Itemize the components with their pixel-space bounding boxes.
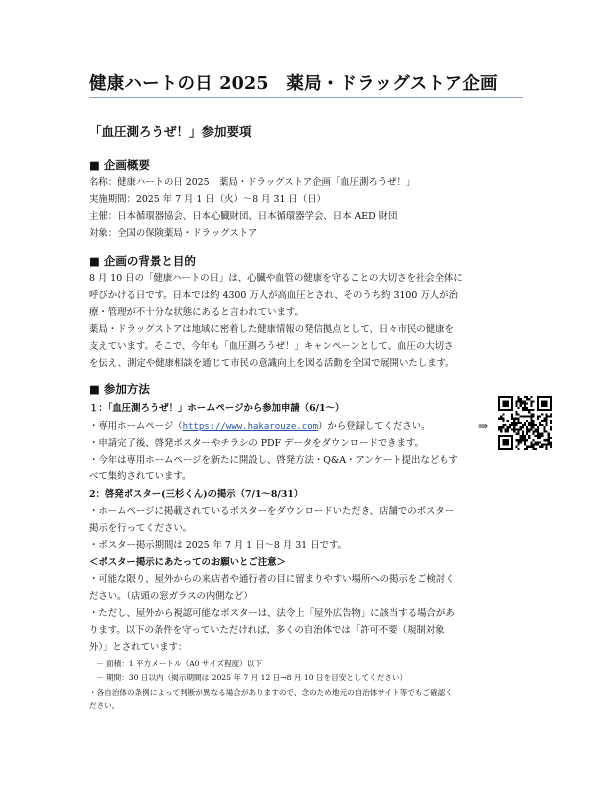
notes-heading: ＜ポスター掲示にあたってのお願いとご注意＞ [89,557,286,568]
step2-line: 掲示を行ってください。 [89,523,193,534]
notes-line: ださい。（店頭の窓ガラスの内側など） [89,591,253,602]
section-overview-heading: ■ 企画概要 [89,158,150,172]
background-line: 呼びかける日です。日本では約 4300 万人が高血圧とされ、そのうち約 3100 万人が治 [89,290,458,301]
overview-line: 実施期間：2025 年 7 月 1 日（火）～8 月 31 日（日） [89,194,326,205]
notes-line: ・可能な限り、屋外からの来店者や通行者の目に留まりやすい場所への掲示をご検討く [89,574,455,585]
background-line: 8 月 10 日の「健康ハートの日」は、心臓や血管の健康を守ることの大切さを社会全体に [89,273,463,284]
step2-line: ・ホームページに掲載されているポスターをダウンロードいただき、店舗でのポスター [89,506,455,517]
step2-line: ・ポスター掲示期間は 2025 年 7 月 1 日～8 月 31 日です。 [89,540,347,551]
background-line: を伝え、測定や健康相談を通じて市民の意識向上を図る活動を全国で展開いたします。 [89,358,455,369]
background-line: 薬局・ドラッグストアは地域に密着した健康情報の発信拠点として、日々市民の健康を [89,324,454,335]
footnote-line: ださい。 [89,701,120,710]
document-subtitle: 「血圧測ろうぜ！」参加要項 [89,124,252,139]
step1-line-suffix: ）から登録してください。 [318,421,431,432]
section-background-heading: ■ 企画の背景と目的 [89,254,196,268]
footnote-line: ・各自治体の条例によって判断が異なる場合がありますので、念のため地元の自治体サイト等でもご確認く [89,688,453,697]
step1-line-prefix: ・専用ホームページ（ [89,421,183,432]
overview-line: 対象：全国の保険薬局・ドラッグストア [89,228,258,239]
condition-line: － 期間：30 日以内（掲示期間は 2025 年 7 月 12 日→8 月 10 日を目安としてください） [96,673,408,682]
qr-code-image[interactable] [498,396,552,450]
homepage-link[interactable]: https://www.hakarouze.com [182,422,319,432]
title-underline [89,97,523,98]
step1-registration-line [89,420,431,434]
arrow-to-qr: ⇒ [478,419,489,433]
background-line: 療・管理が不十分な状態にあると言われています。 [89,307,304,318]
step1-line: ・今年は専用ホームページを新たに開設し、啓発方法・Q&A・アンケート提出などもす [89,455,458,466]
step1-line: べて集約されています。 [89,471,192,482]
step1-heading: １：「血圧測ろうぜ！」ホームページから参加申請（6/1～） [89,403,345,414]
background-line: 支えています。そこで、今年も「血圧測ろうぜ！」キャンペーンとして、血圧の大切さ [89,341,454,352]
document-title: 健康ハートの日 2025 薬局・ドラッグストア企画 [89,74,498,94]
notes-line: ・ただし、屋外から視認可能なポスターは、法令上「屋外広告物」に該当する場合があ [89,608,455,619]
condition-line: － 面積：1 平方メートル（A0 サイズ程度）以下 [96,659,263,668]
notes-line: ります。以下の条件を守っていただければ、多くの自治体では「許可不要（規制対象 [89,625,445,636]
overview-line: 名称：健康ハートの日 2025 薬局・ドラッグストア企画「血圧測ろうぜ！」 [89,177,416,188]
section-participation-heading: ■ 参加方法 [89,382,150,396]
step1-line: ・申請完了後、啓発ポスターやチラシの PDF データをダウンロードできます。 [89,438,424,449]
overview-line: 主催：日本循環器協会、日本心臓財団、日本循環器学会、日本 AED 財団 [89,211,398,222]
step2-heading: 2：啓発ポスター(三杉くん)の掲示（7/1～8/31） [89,489,304,500]
notes-line: 外）」とされています： [89,642,188,653]
